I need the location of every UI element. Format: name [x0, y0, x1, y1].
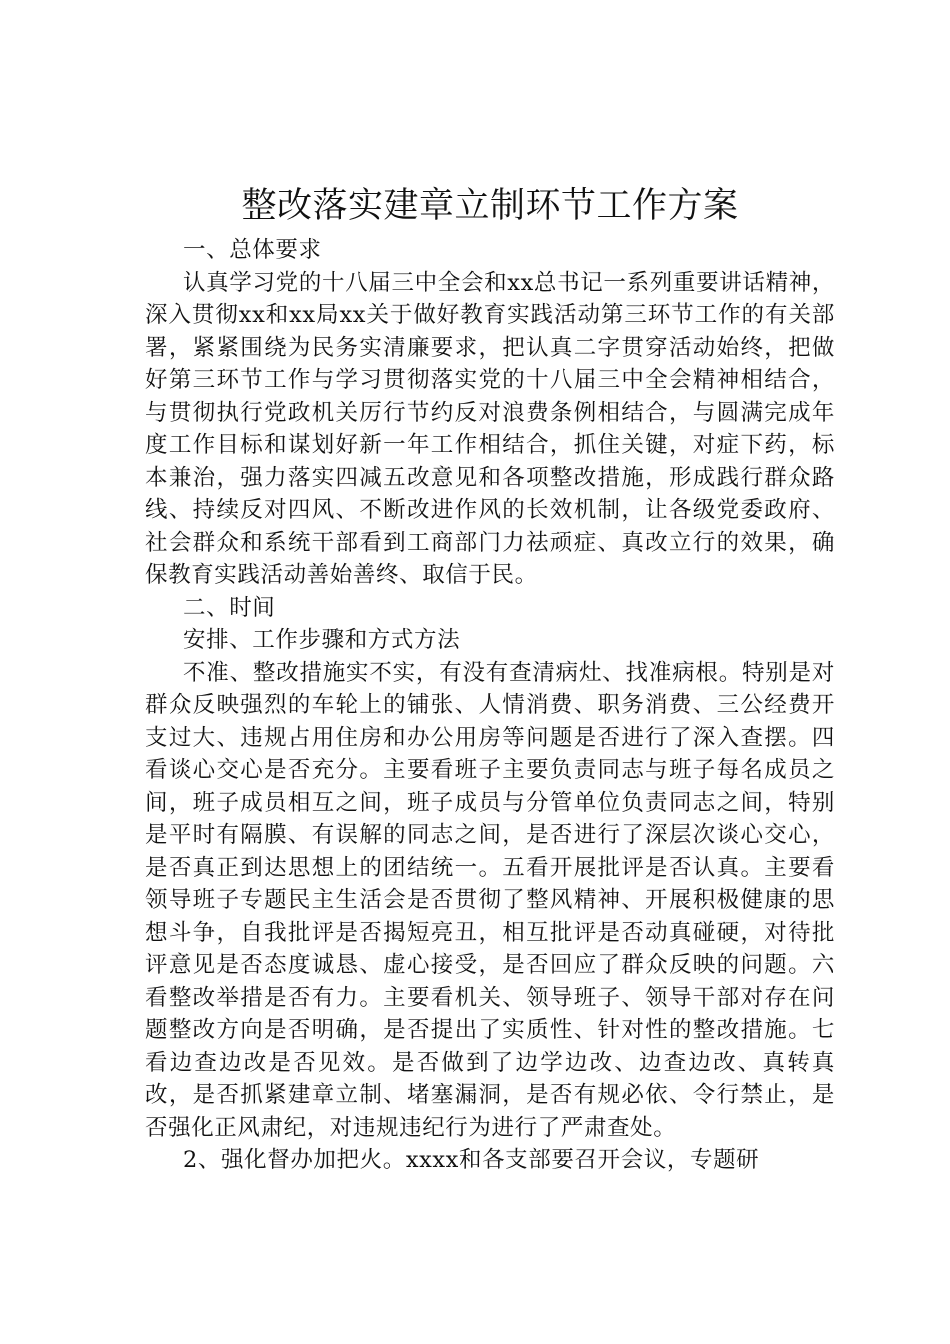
- document-title: 整改落实建章立制环节工作方案: [241, 186, 739, 226]
- section-heading-time: 二、时间: [183, 594, 276, 621]
- section-subheading-arrangement: 安排、工作步骤和方式方法: [183, 627, 461, 653]
- paragraph-inspection-criteria: 不准、整改措施实不实，有没有查清病灶、找准病根。特别是对群众反映强烈的车轮上的铺张、人情消费、职务消费、三公经费开支过大、违规占用住房和办公用房等问题是否进行了深入查摆。四看谈心交心是否充分。主要看班子主要负责同志与班子每名成员之间，班子成员相互之间，班子成员与分管单位负责同志之间，特别是平时有隔膜、有误解的同志之间，是否进行了深层次谈心交心，是否真正到达思想上的团结统一。五看开展批评是否认真。主要看领导班子专题民主生活会是否贯彻了整风精神、开展积极健康的思想斗争，自我批评是否揭短亮丑，相互批评是否动真碰硬，对待批评意见是否态度诚恳、虚心接受，是否回应了群众反映的问题。六看整改举措是否有力。主要看机关、领导班子、领导干部对存在问题整改方向是否明确，是否提出了实质性、针对性的整改措施。七看边查边改是否见效。是否做到了边学边改、边查边改、真转真改，是否抓紧建章立制、堵塞漏洞，是否有规必依、令行禁止，是否强化正风肃纪，对违规违纪行为进行了严肃查处。: [145, 659, 835, 1141]
- paragraph-supervision: 2、强化督办加把火。xxxx和各支部要召开会议，专题研: [183, 1147, 760, 1173]
- document-page: [145, 180, 835, 1177]
- section-heading-general-requirements: 一、总体要求: [183, 237, 322, 263]
- paragraph-general-requirements: 认真学习党的十八届三中全会和xx总书记一系列重要讲话精神，深入贯彻xx和xx局xx关于做好教育实践活动第三环节工作的有关部署，紧紧围绕为民务实清廉要求，把认真二字贯穿活动始终，把做好第三环节工作与学习贯彻落实党的十八届三中全会精神相结合，与贯彻执行党政机关厉行节约反对浪费条例相结合，与圆满完成年度工作目标和谋划好新一年工作相结合，抓住关键，对症下药，标本兼治，强力落实四减五改意见和各项整改措施，形成践行群众路线、持续反对四风、不断改进作风的长效机制，让各级党委政府、社会群众和系统干部看到工商部门力祛顽症、真改立行的效果，确保教育实践活动善始善终、取信于民。: [145, 269, 835, 588]
